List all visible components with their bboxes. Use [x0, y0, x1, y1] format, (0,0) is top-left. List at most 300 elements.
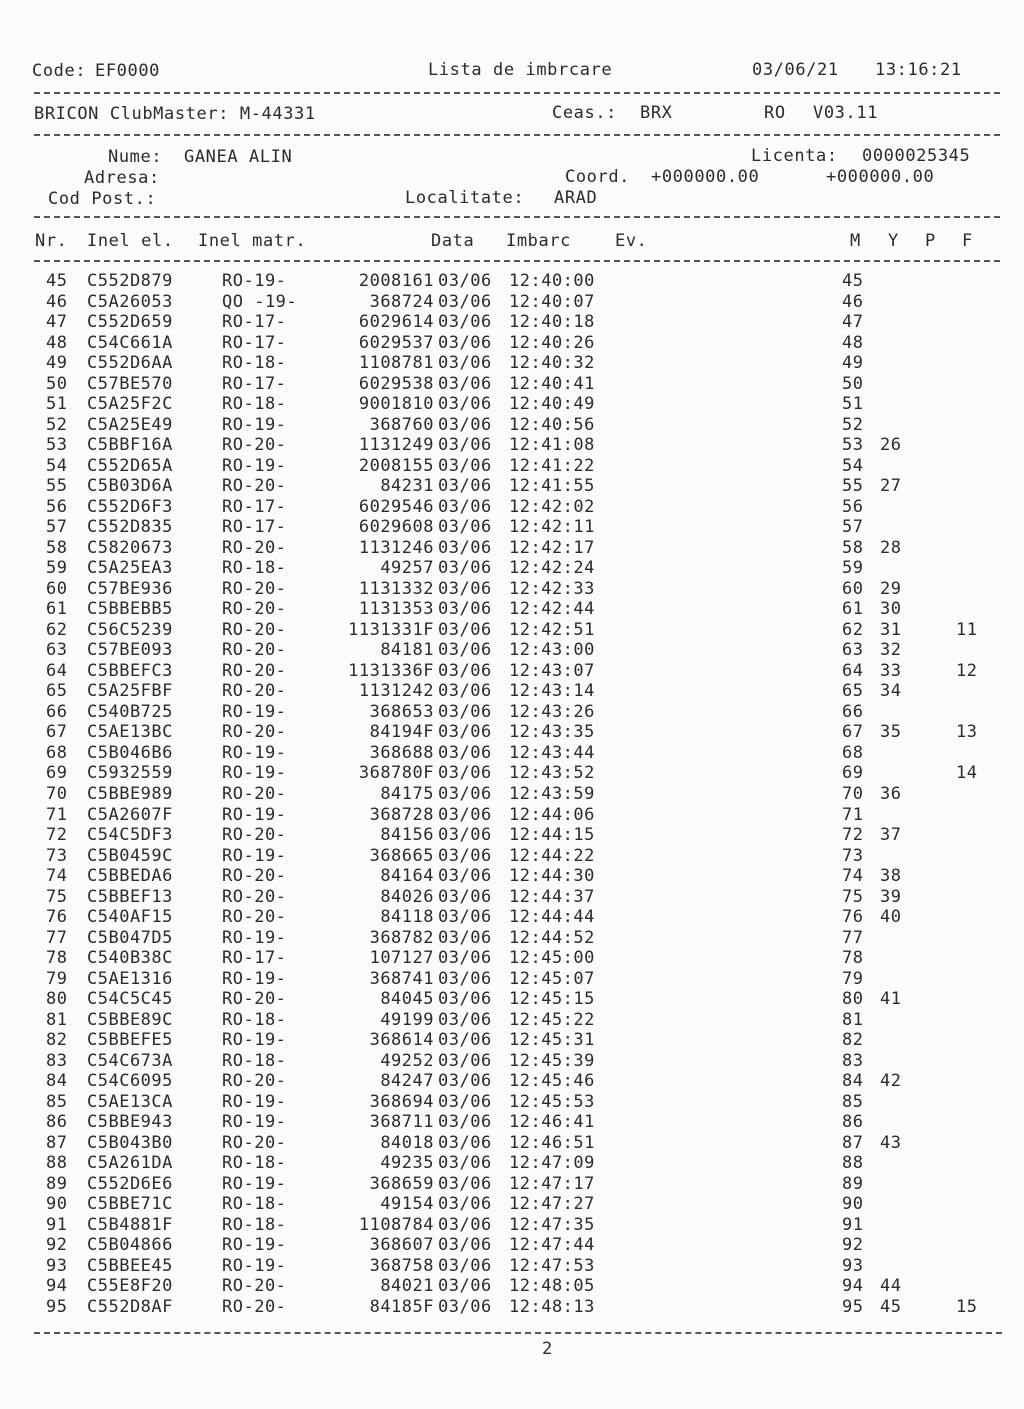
cell-el: C57BE570 — [87, 373, 173, 394]
cell-pre: RO-19- — [222, 701, 287, 722]
cell-time: 12:45:46 — [509, 1071, 595, 1092]
cell-num: 1131242 — [358, 681, 434, 702]
cell-el: C57BE093 — [87, 640, 173, 661]
cell-m: 53 — [842, 435, 864, 456]
cell-y: 29 — [880, 578, 902, 599]
cell-pre: RO-20- — [222, 619, 287, 640]
cell-date: 03/06 — [438, 271, 492, 291]
cell-time: 12:43:07 — [509, 660, 595, 681]
cell-time: 12:45:22 — [509, 1009, 595, 1030]
table-row — [0, 435, 1024, 455]
table-row — [0, 579, 1024, 599]
cell-num: 368758 — [369, 1255, 434, 1276]
cell-num: 1131246 — [358, 537, 434, 558]
cell-date: 03/06 — [438, 1153, 492, 1174]
cell-date: 03/06 — [438, 1091, 492, 1112]
cell-nr: 50 — [46, 373, 68, 394]
cell-date: 03/06 — [438, 578, 492, 599]
cell-nr: 58 — [46, 537, 68, 558]
cell-num: 6029538 — [358, 373, 434, 394]
cell-el: C552D6E6 — [87, 1173, 173, 1194]
cell-el: C552D6AA — [87, 353, 173, 374]
cell-num: 368741 — [369, 968, 434, 989]
cell-pre: RO-19- — [222, 927, 287, 948]
cell-nr: 93 — [46, 1255, 68, 1276]
cell-m: 67 — [842, 722, 864, 743]
cell-nr: 57 — [46, 517, 68, 538]
col-ev: Ev. — [615, 231, 648, 251]
cell-el: C5BBEFE5 — [87, 1030, 173, 1051]
cell-el: C552D879 — [87, 271, 173, 291]
cell-el: C5BBEBB5 — [87, 599, 173, 620]
cell-num: 84045 — [380, 989, 434, 1010]
cell-pre: RO-19- — [222, 804, 287, 825]
cell-el: C54C673A — [87, 1050, 173, 1071]
cell-date: 03/06 — [438, 968, 492, 989]
version: V03.11 — [813, 103, 879, 123]
table-row — [0, 599, 1024, 619]
cell-pre: RO-18- — [222, 1214, 287, 1235]
ceas-value: BRX — [640, 103, 673, 123]
cell-num: 49252 — [380, 1050, 434, 1071]
table-row — [0, 1153, 1024, 1173]
cell-time: 12:45:31 — [509, 1030, 595, 1051]
cell-date: 03/06 — [438, 1030, 492, 1051]
cell-pre: RO-18- — [222, 1194, 287, 1215]
table-row — [0, 1215, 1024, 1235]
country-code: RO — [764, 103, 786, 123]
cell-pre: RO-20- — [222, 435, 287, 456]
cell-m: 68 — [842, 742, 864, 763]
table-row — [0, 415, 1024, 435]
cell-pre: RO-20- — [222, 907, 287, 928]
cell-nr: 70 — [46, 784, 68, 804]
cell-el: C56C5239 — [87, 619, 173, 640]
cell-time: 12:40:26 — [509, 332, 595, 353]
cell-el: C5BBE89C — [87, 1009, 173, 1030]
cell-pre: RO-20- — [222, 1132, 287, 1153]
cell-el: C5BBEDA6 — [87, 866, 173, 887]
divider — [34, 216, 1000, 218]
cell-time: 12:40:56 — [509, 414, 595, 435]
report-time: 13:16:21 — [875, 60, 962, 80]
cell-el: C552D65A — [87, 455, 173, 476]
cell-time: 12:47:27 — [509, 1194, 595, 1215]
cell-m: 46 — [842, 291, 864, 312]
cell-num: 368607 — [369, 1235, 434, 1256]
cell-m: 75 — [842, 886, 864, 907]
page-number: 2 — [542, 1339, 553, 1359]
cell-nr: 79 — [46, 968, 68, 989]
cell-time: 12:43:14 — [509, 681, 595, 702]
cell-m: 66 — [842, 701, 864, 722]
cell-pre: RO-19- — [222, 1112, 287, 1133]
table-row — [0, 784, 1024, 804]
cell-time: 12:42:24 — [509, 558, 595, 579]
cell-date: 03/06 — [438, 1235, 492, 1256]
cell-pre: RO-20- — [222, 784, 287, 804]
cell-date: 03/06 — [438, 476, 492, 497]
ceas-label: Ceas.: — [552, 103, 618, 123]
cell-el: C54C5DF3 — [87, 825, 173, 846]
cell-num: 49154 — [380, 1194, 434, 1215]
cell-el: C5BBE71C — [87, 1194, 173, 1215]
cell-m: 63 — [842, 640, 864, 661]
table-row — [0, 1174, 1024, 1194]
cell-m: 56 — [842, 496, 864, 517]
cell-num: 9001810 — [358, 394, 434, 415]
cell-num: 1131336F — [348, 660, 434, 681]
cell-y: 33 — [880, 660, 902, 681]
cell-y: 39 — [880, 886, 902, 907]
cell-time: 12:47:44 — [509, 1235, 595, 1256]
table-row — [0, 805, 1024, 825]
cell-pre: RO-17- — [222, 312, 287, 333]
cell-num: 368724 — [369, 291, 434, 312]
cell-num: 368665 — [369, 845, 434, 866]
cell-time: 12:42:11 — [509, 517, 595, 538]
cell-pre: RO-19- — [222, 763, 287, 784]
cell-m: 87 — [842, 1132, 864, 1153]
cell-el: C5AE13CA — [87, 1091, 173, 1112]
cell-date: 03/06 — [438, 1214, 492, 1235]
cell-time: 12:42:44 — [509, 599, 595, 620]
cell-el: C5932559 — [87, 763, 173, 784]
cell-date: 03/06 — [438, 845, 492, 866]
cell-date: 03/06 — [438, 1132, 492, 1153]
cell-num: 49235 — [380, 1153, 434, 1174]
cell-pre: RO-17- — [222, 517, 287, 538]
postal-label: Cod Post.: — [48, 189, 157, 209]
cell-nr: 68 — [46, 742, 68, 763]
col-nr: Nr. — [35, 231, 68, 251]
cell-date: 03/06 — [438, 640, 492, 661]
cell-nr: 52 — [46, 414, 68, 435]
cell-el: C5A25EA3 — [87, 558, 173, 579]
cell-m: 77 — [842, 927, 864, 948]
cell-num: 84231 — [380, 476, 434, 497]
cell-m: 57 — [842, 517, 864, 538]
code-value: EF0000 — [95, 61, 161, 81]
cell-date: 03/06 — [438, 435, 492, 456]
cell-time: 12:44:06 — [509, 804, 595, 825]
cell-num: 107127 — [369, 948, 434, 969]
table-row — [0, 476, 1024, 496]
cell-el: C5BBE989 — [87, 784, 173, 804]
cell-el: C5A261DA — [87, 1153, 173, 1174]
table-row — [0, 1071, 1024, 1091]
cell-num: 84018 — [380, 1132, 434, 1153]
cell-time: 12:44:22 — [509, 845, 595, 866]
cell-pre: RO-18- — [222, 1009, 287, 1030]
cell-pre: QO -19- — [222, 291, 298, 312]
cell-time: 12:44:52 — [509, 927, 595, 948]
cell-pre: RO-20- — [222, 989, 287, 1010]
cell-y: 40 — [880, 907, 902, 928]
cell-time: 12:40:18 — [509, 312, 595, 333]
cell-m: 91 — [842, 1214, 864, 1235]
cell-m: 82 — [842, 1030, 864, 1051]
cell-num: 49199 — [380, 1009, 434, 1030]
cell-date: 03/06 — [438, 455, 492, 476]
cell-nr: 94 — [46, 1276, 68, 1297]
cell-date: 03/06 — [438, 373, 492, 394]
cell-el: C540B725 — [87, 701, 173, 722]
cell-time: 12:40:07 — [509, 291, 595, 312]
table-row — [0, 702, 1024, 722]
cell-nr: 75 — [46, 886, 68, 907]
cell-num: 2008161 — [358, 271, 434, 291]
cell-pre: RO-19- — [222, 968, 287, 989]
coord-x: +000000.00 — [651, 167, 760, 187]
cell-pre: RO-20- — [222, 825, 287, 846]
cell-pre: RO-19- — [222, 455, 287, 476]
table-row — [0, 456, 1024, 476]
divider — [34, 1332, 1002, 1334]
cell-nr: 86 — [46, 1112, 68, 1133]
cell-time: 12:47:09 — [509, 1153, 595, 1174]
cell-pre: RO-20- — [222, 599, 287, 620]
cell-el: C54C5C45 — [87, 989, 173, 1010]
cell-el: C5A25F2C — [87, 394, 173, 415]
cell-nr: 69 — [46, 763, 68, 784]
cell-date: 03/06 — [438, 701, 492, 722]
cell-f: 13 — [956, 722, 978, 743]
cell-time: 12:43:35 — [509, 722, 595, 743]
divider — [34, 134, 1000, 136]
cell-nr: 63 — [46, 640, 68, 661]
cell-el: C5BBEFC3 — [87, 660, 173, 681]
cell-num: 6029608 — [358, 517, 434, 538]
cell-num: 6029546 — [358, 496, 434, 517]
cell-el: C552D8AF — [87, 1297, 173, 1317]
cell-date: 03/06 — [438, 1112, 492, 1133]
cell-el: C552D835 — [87, 517, 173, 538]
cell-nr: 84 — [46, 1071, 68, 1092]
cell-date: 03/06 — [438, 784, 492, 804]
cell-time: 12:47:53 — [509, 1255, 595, 1276]
cell-pre: RO-19- — [222, 1173, 287, 1194]
cell-pre: RO-20- — [222, 640, 287, 661]
cell-y: 35 — [880, 722, 902, 743]
cell-date: 03/06 — [438, 353, 492, 374]
cell-nr: 92 — [46, 1235, 68, 1256]
cell-m: 89 — [842, 1173, 864, 1194]
cell-m: 92 — [842, 1235, 864, 1256]
cell-m: 59 — [842, 558, 864, 579]
cell-num: 1108781 — [358, 353, 434, 374]
cell-num: 368760 — [369, 414, 434, 435]
cell-m: 72 — [842, 825, 864, 846]
cell-pre: RO-19- — [222, 1030, 287, 1051]
table-row — [0, 989, 1024, 1009]
cell-nr: 89 — [46, 1173, 68, 1194]
cell-pre: RO-20- — [222, 1071, 287, 1092]
cell-el: C5A25E49 — [87, 414, 173, 435]
cell-el: C552D6F3 — [87, 496, 173, 517]
table-row — [0, 1194, 1024, 1214]
table-row — [0, 1133, 1024, 1153]
cell-num: 368659 — [369, 1173, 434, 1194]
cell-num: 368728 — [369, 804, 434, 825]
cell-el: C5A26053 — [87, 291, 173, 312]
cell-nr: 45 — [46, 271, 68, 291]
cell-num: 84247 — [380, 1071, 434, 1092]
cell-date: 03/06 — [438, 1297, 492, 1317]
cell-num: 368780F — [358, 763, 434, 784]
cell-m: 51 — [842, 394, 864, 415]
cell-time: 12:45:39 — [509, 1050, 595, 1071]
cell-nr: 73 — [46, 845, 68, 866]
table-row — [0, 722, 1024, 742]
cell-date: 03/06 — [438, 1276, 492, 1297]
cell-el: C5B0459C — [87, 845, 173, 866]
table-row — [0, 763, 1024, 783]
cell-m: 48 — [842, 332, 864, 353]
cell-m: 55 — [842, 476, 864, 497]
cell-date: 03/06 — [438, 660, 492, 681]
cell-nr: 80 — [46, 989, 68, 1010]
cell-num: 84118 — [380, 907, 434, 928]
cell-y: 37 — [880, 825, 902, 846]
cell-num: 84021 — [380, 1276, 434, 1297]
cell-time: 12:43:59 — [509, 784, 595, 804]
table-row — [0, 1256, 1024, 1276]
cell-date: 03/06 — [438, 619, 492, 640]
cell-m: 84 — [842, 1071, 864, 1092]
cell-m: 94 — [842, 1276, 864, 1297]
table-row — [0, 333, 1024, 353]
cell-y: 41 — [880, 989, 902, 1010]
cell-y: 28 — [880, 537, 902, 558]
cell-el: C5BBF16A — [87, 435, 173, 456]
cell-date: 03/06 — [438, 558, 492, 579]
cell-time: 12:40:32 — [509, 353, 595, 374]
cell-num: 1108784 — [358, 1214, 434, 1235]
cell-date: 03/06 — [438, 886, 492, 907]
cell-pre: RO-18- — [222, 1153, 287, 1174]
cell-m: 58 — [842, 537, 864, 558]
cell-nr: 47 — [46, 312, 68, 333]
cell-num: 6029614 — [358, 312, 434, 333]
license-value: 0000025345 — [862, 146, 971, 166]
table-row — [0, 640, 1024, 660]
cell-date: 03/06 — [438, 763, 492, 784]
table-row — [0, 558, 1024, 578]
cell-m: 64 — [842, 660, 864, 681]
cell-nr: 55 — [46, 476, 68, 497]
cell-m: 73 — [842, 845, 864, 866]
cell-time: 12:41:55 — [509, 476, 595, 497]
cell-time: 12:43:00 — [509, 640, 595, 661]
cell-date: 03/06 — [438, 394, 492, 415]
cell-m: 79 — [842, 968, 864, 989]
cell-time: 12:45:07 — [509, 968, 595, 989]
cell-nr: 87 — [46, 1132, 68, 1153]
cell-m: 74 — [842, 866, 864, 887]
table-row — [0, 928, 1024, 948]
cell-m: 50 — [842, 373, 864, 394]
cell-num: 1131353 — [358, 599, 434, 620]
table-row — [0, 1092, 1024, 1112]
cell-m: 80 — [842, 989, 864, 1010]
license-label: Licenta: — [751, 146, 838, 166]
cell-time: 12:41:08 — [509, 435, 595, 456]
cell-time: 12:46:41 — [509, 1112, 595, 1133]
cell-time: 12:45:53 — [509, 1091, 595, 1112]
cell-nr: 88 — [46, 1153, 68, 1174]
cell-time: 12:44:37 — [509, 886, 595, 907]
cell-el: C5AE1316 — [87, 968, 173, 989]
cell-f: 14 — [956, 763, 978, 784]
cell-y: 30 — [880, 599, 902, 620]
cell-date: 03/06 — [438, 1194, 492, 1215]
cell-date: 03/06 — [438, 599, 492, 620]
cell-nr: 81 — [46, 1009, 68, 1030]
cell-m: 54 — [842, 455, 864, 476]
cell-nr: 82 — [46, 1030, 68, 1051]
cell-nr: 64 — [46, 660, 68, 681]
cell-m: 83 — [842, 1050, 864, 1071]
cell-m: 62 — [842, 619, 864, 640]
cell-date: 03/06 — [438, 927, 492, 948]
table-row — [0, 681, 1024, 701]
cell-pre: RO-19- — [222, 742, 287, 763]
cell-time: 12:40:41 — [509, 373, 595, 394]
cell-m: 95 — [842, 1297, 864, 1317]
cell-nr: 78 — [46, 948, 68, 969]
cell-nr: 54 — [46, 455, 68, 476]
col-imbarc: Imbarc — [506, 231, 572, 251]
cell-nr: 77 — [46, 927, 68, 948]
cell-m: 76 — [842, 907, 864, 928]
cell-date: 03/06 — [438, 1071, 492, 1092]
cell-m: 47 — [842, 312, 864, 333]
cell-num: 84026 — [380, 886, 434, 907]
cell-nr: 59 — [46, 558, 68, 579]
table-row — [0, 620, 1024, 640]
cell-nr: 83 — [46, 1050, 68, 1071]
table-row — [0, 1010, 1024, 1030]
cell-nr: 49 — [46, 353, 68, 374]
cell-y: 42 — [880, 1071, 902, 1092]
cell-y: 43 — [880, 1132, 902, 1153]
cell-pre: RO-20- — [222, 1297, 287, 1317]
cell-el: C55E8F20 — [87, 1276, 173, 1297]
table-row — [0, 866, 1024, 886]
table-row — [0, 374, 1024, 394]
cell-time: 12:48:05 — [509, 1276, 595, 1297]
cell-y: 32 — [880, 640, 902, 661]
cell-num: 2008155 — [358, 455, 434, 476]
cell-num: 84164 — [380, 866, 434, 887]
table-row — [0, 353, 1024, 373]
code-label: Code: — [32, 61, 87, 81]
table-row — [0, 517, 1024, 537]
table-row — [0, 312, 1024, 332]
cell-y: 27 — [880, 476, 902, 497]
cell-el: C5A2607F — [87, 804, 173, 825]
table-row — [0, 394, 1024, 414]
cell-el: C5B4881F — [87, 1214, 173, 1235]
cell-nr: 62 — [46, 619, 68, 640]
cell-pre: RO-19- — [222, 1235, 287, 1256]
cell-num: 49257 — [380, 558, 434, 579]
cell-pre: RO-18- — [222, 1050, 287, 1071]
cell-nr: 67 — [46, 722, 68, 743]
cell-pre: RO-19- — [222, 271, 287, 291]
cell-y: 31 — [880, 619, 902, 640]
